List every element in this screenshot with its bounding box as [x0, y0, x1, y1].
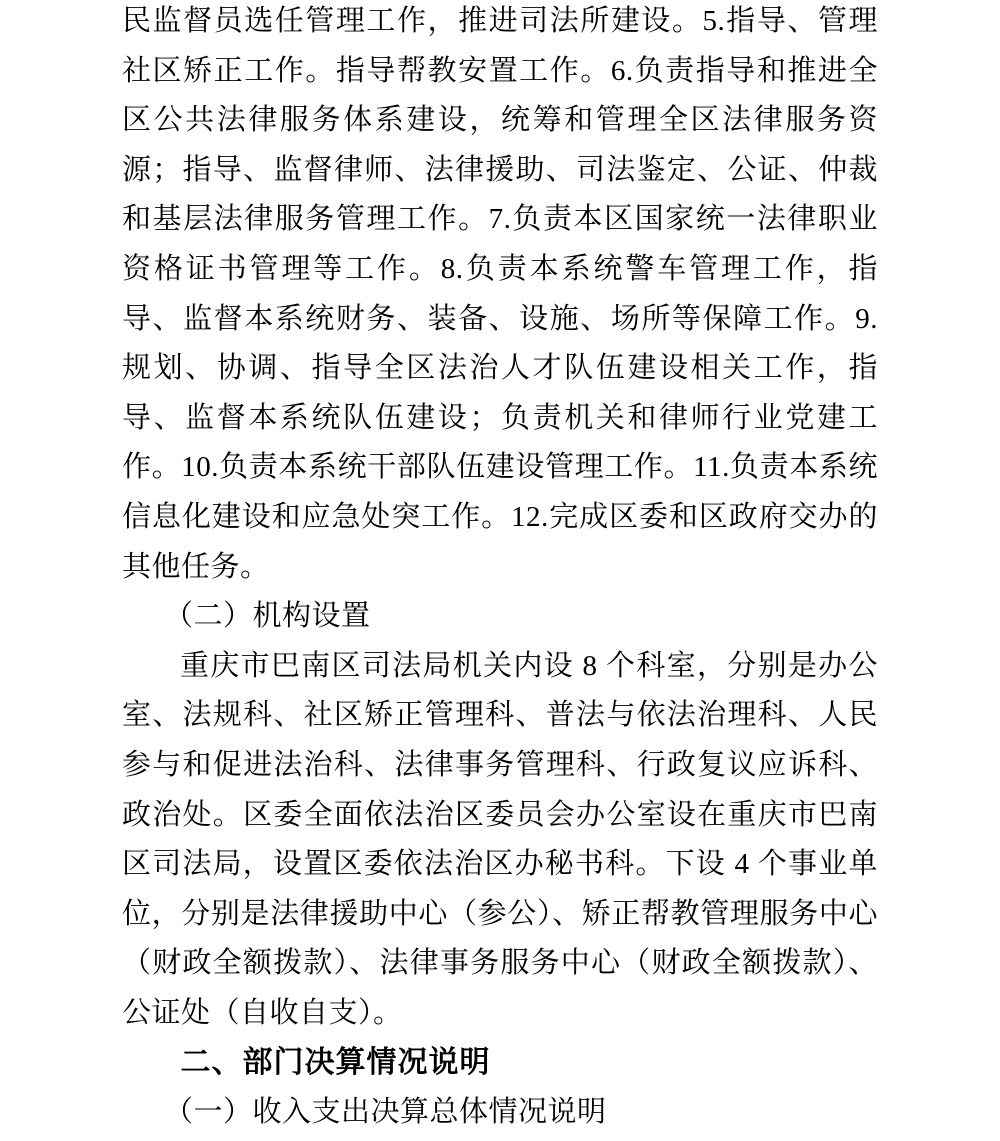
paragraph-organization-detail: 重庆市巴南区司法局机关内设 8 个科室，分别是办公室、法规科、社区矫正管理科、普法与依法治理科、人民参与和促进法治科、法律事务管理科、行政复议应诉科、政治处。区委全面依法治区委员会办公室设在重庆市巴南区司法局，设置区委依法治区办秘书科。下设 4 个事业单位，分别是法律援助中心（参公）、矫正帮教管理服务中心（财政全额拨款）、法律事务服务中心（财政全额拨款）、公证处（自收自支）。 — [122, 649, 878, 1029]
heading-final-accounts-section: 二、部门决算情况说明 — [180, 1046, 491, 1080]
heading-revenue-expenditure-overview: （一）收入支出决算总体情况说明 — [164, 1096, 607, 1129]
heading-organization-setup: （二）机构设置 — [164, 600, 371, 633]
paragraph-duties-continued: 民监督员选任管理工作，推进司法所建设。5.指导、管理社区矫正工作。指导帮教安置工作。6.负责指导和推进全区公共法律服务体系建设，统筹和管理全区法律服务资源；指导、监督律师、法律援助、司法鉴定、公证、仲裁和基层法律服务管理工作。7.负责本区国家统一法律职业资格证书管理等工作。8.负责本系统警车管理工作，指导、监督本系统财务、装备、设施、场所等保障工作。9.规划、协调、指导全区法治人才队伍建设相关工作，指导、监督本系统队伍建设；负责机关和律师行业党建工作。10.负责本系统干部队伍建设管理工作。11.负责本系统信息化建设和应急处突工作。12.完成区委和区政府交办的其他任务。 — [122, 5, 878, 583]
document-body — [122, 0, 878, 1138]
